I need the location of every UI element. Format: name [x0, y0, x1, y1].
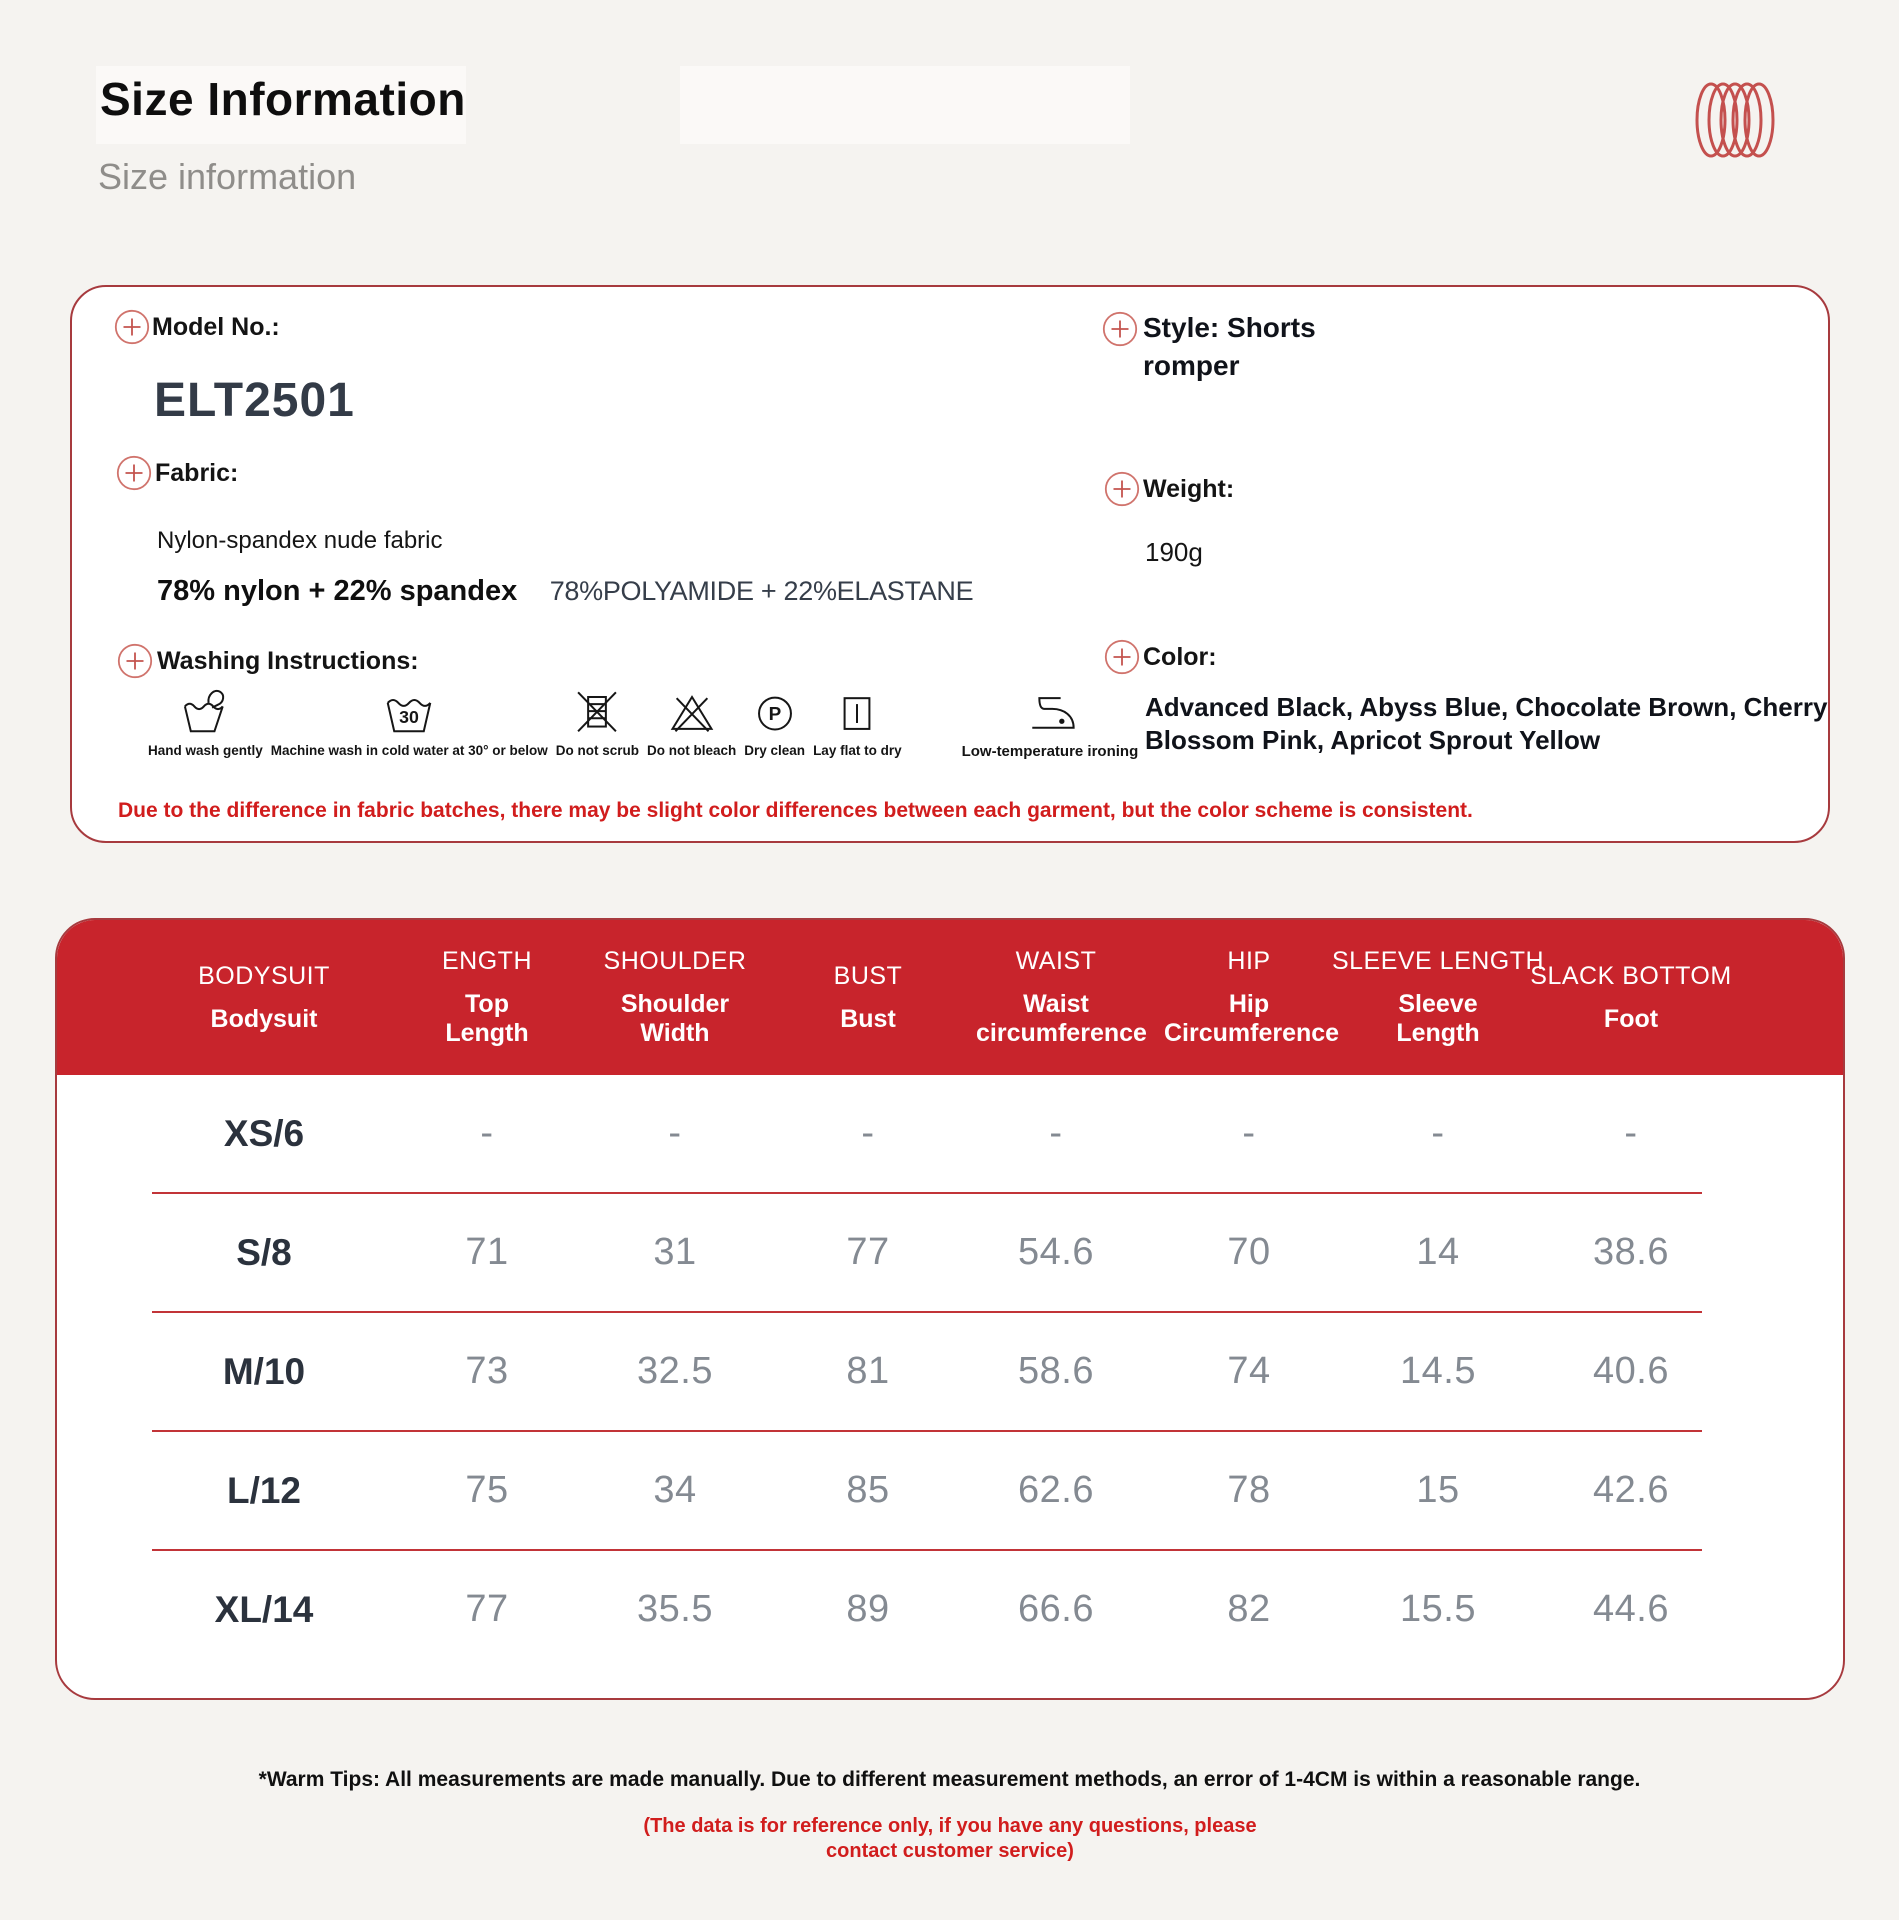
column-header-en: WAIST [1015, 947, 1097, 976]
color-label: Color: [1143, 643, 1217, 671]
value-cell: 35.5 [637, 1588, 713, 1630]
washing-item [267, 683, 552, 758]
value-cell: 31 [653, 1231, 697, 1273]
size-cell: L/12 [226, 1469, 302, 1511]
column-header-sub: Foot [1603, 1004, 1659, 1033]
value-cell: - [1431, 1112, 1445, 1154]
value-cell: 77 [465, 1588, 509, 1630]
value-cell: 40.6 [1593, 1350, 1669, 1392]
plus-icon [1104, 471, 1140, 507]
value-cell: 70 [1227, 1231, 1271, 1273]
value-cell: 14.5 [1400, 1350, 1476, 1392]
column-header-sub: Bust [840, 1004, 896, 1033]
value-cell: 75 [465, 1469, 509, 1511]
plus-icon [114, 309, 150, 345]
column-header-waist [976, 947, 1147, 1048]
value-cell: - [861, 1112, 875, 1154]
value-cell: 58.6 [1018, 1350, 1094, 1392]
composition-english: 78%POLYAMIDE + 22%ELASTANE [549, 576, 974, 606]
column-header-sub: Sleeve Length [1396, 990, 1480, 1047]
value-cell: 78 [1227, 1469, 1271, 1511]
value-cell: 62.6 [1018, 1469, 1094, 1511]
dry-clean-icon [749, 683, 801, 737]
model-value: ELT2501 [154, 374, 355, 427]
column-header-sub: Waist circumference [976, 990, 1147, 1047]
washing-caption: Hand wash gently [148, 743, 263, 758]
washing-label: Washing Instructions: [157, 647, 419, 675]
svg-text:P: P [768, 704, 781, 726]
washing-item [552, 683, 643, 758]
size-cell: M/10 [222, 1350, 306, 1392]
do-not-scrub-icon [571, 683, 623, 737]
column-header-en: BODYSUIT [198, 961, 330, 990]
value-cell: - [1624, 1112, 1638, 1154]
size-cell: XS/6 [223, 1112, 305, 1154]
washing-caption: Do not scrub [555, 743, 639, 758]
fabric-composition [157, 575, 973, 608]
table-row [57, 1551, 1843, 1668]
value-cell: 44.6 [1593, 1588, 1669, 1630]
size-table-header [57, 920, 1843, 1075]
value-cell: 38.6 [1593, 1231, 1669, 1273]
hand-wash-icon [179, 683, 231, 737]
value-cell: 74 [1227, 1350, 1271, 1392]
do-not-bleach-icon [666, 683, 718, 737]
column-header-en: BUST [833, 961, 903, 990]
value-cell: 14 [1416, 1231, 1460, 1273]
value-cell: - [1242, 1112, 1256, 1154]
table-row [57, 1432, 1843, 1549]
fabric-label: Fabric: [155, 459, 239, 487]
value-cell: 85 [846, 1469, 890, 1511]
column-header-en: SLACK BOTTOM [1530, 961, 1732, 990]
plus-icon [117, 643, 153, 679]
value-cell: 82 [1227, 1588, 1271, 1630]
washing-caption: Machine wash in cold water at 30° or below [270, 743, 548, 758]
plus-icon [1102, 311, 1138, 347]
weight-label: Weight: [1143, 475, 1235, 503]
washing-item [809, 683, 906, 758]
column-header-sub: Bodysuit [210, 1004, 318, 1033]
washing-item [144, 683, 267, 758]
coil-logo-icon [1695, 80, 1775, 160]
column-header-en: HIP [1227, 947, 1271, 976]
plus-icon [1104, 639, 1140, 675]
size-cell: S/8 [236, 1231, 292, 1273]
column-header-hip [1164, 947, 1340, 1048]
column-header-sleeve-length [1332, 947, 1544, 1048]
composition-bold: 78% nylon + 22% spandex [157, 575, 518, 607]
machine-wash-30-icon [383, 683, 435, 737]
column-header-sub: Hip Circumference [1164, 990, 1340, 1047]
fabric-name: Nylon-spandex nude fabric [157, 527, 443, 554]
value-cell: 71 [465, 1231, 509, 1273]
model-label: Model No.: [152, 313, 280, 341]
warm-tips-note: *Warm Tips: All measurements are made manually. Due to different measurement methods, an error of 1-4CM is within a reasonable range. [258, 1768, 1641, 1791]
value-cell: - [668, 1112, 682, 1154]
value-cell: 32.5 [637, 1350, 713, 1392]
table-row [57, 1075, 1843, 1192]
page-subtitle: Size information [98, 156, 357, 197]
style-text: Style: Shorts romper [1143, 312, 1316, 381]
size-table [55, 918, 1845, 1700]
column-header-foot [1530, 947, 1731, 1048]
column-header-top-length [442, 947, 532, 1048]
page-title: Size Information [100, 73, 466, 125]
value-cell: 89 [846, 1588, 890, 1630]
washing-caption: Dry clean [744, 743, 806, 758]
weight-value: 190g [1145, 537, 1203, 567]
column-header-en: ENGTH [442, 947, 532, 976]
value-cell: 15 [1416, 1469, 1460, 1511]
value-cell: 66.6 [1018, 1588, 1094, 1630]
value-cell: - [1049, 1112, 1063, 1154]
value-cell: 81 [846, 1350, 890, 1392]
value-cell: 73 [465, 1350, 509, 1392]
washing-item [643, 683, 740, 758]
value-cell: 34 [653, 1469, 697, 1511]
column-header-bust [834, 947, 903, 1048]
washing-item [740, 683, 809, 758]
column-header-bodysuit [198, 947, 330, 1048]
washing-icons-row [144, 683, 1142, 760]
size-cell: XL/14 [214, 1588, 314, 1630]
value-cell: 54.6 [1018, 1231, 1094, 1273]
product-info-card [70, 285, 1830, 843]
low-temperature-ironing-icon [1024, 683, 1076, 737]
color-value: Advanced Black, Abyss Blue, Chocolate Brown, Cherry Blossom Pink, Apricot Sprout Yellow [1145, 692, 1828, 756]
value-cell: 77 [846, 1231, 890, 1273]
value-cell: 15.5 [1400, 1588, 1476, 1630]
column-header-sub: Top Length [445, 990, 529, 1047]
column-header-shoulder-width [604, 947, 747, 1048]
plus-icon [116, 455, 152, 491]
reference-note: (The data is for reference only, if you have any questions, please contact customer service) [643, 1815, 1257, 1862]
table-row [57, 1313, 1843, 1430]
table-row [57, 1194, 1843, 1311]
column-header-en: SHOULDER [603, 947, 747, 976]
column-header-sub: Shoulder Width [620, 990, 730, 1047]
column-header-en: SLEEVE LENGTH [1331, 947, 1545, 976]
value-cell: - [480, 1112, 494, 1154]
washing-caption: Low-temperature ironing [961, 743, 1139, 760]
washing-caption: Lay flat to dry [813, 743, 902, 758]
svg-text:30: 30 [399, 707, 420, 727]
value-cell: 42.6 [1593, 1469, 1669, 1511]
batch-color-note: Due to the difference in fabric batches, there may be slight color differences between each garment, but the color scheme is consistent. [118, 799, 1473, 822]
washing-item [958, 683, 1143, 760]
lay-flat-icon [831, 683, 883, 737]
washing-caption: Do not bleach [647, 743, 737, 758]
title-highlight-2 [680, 66, 1130, 144]
